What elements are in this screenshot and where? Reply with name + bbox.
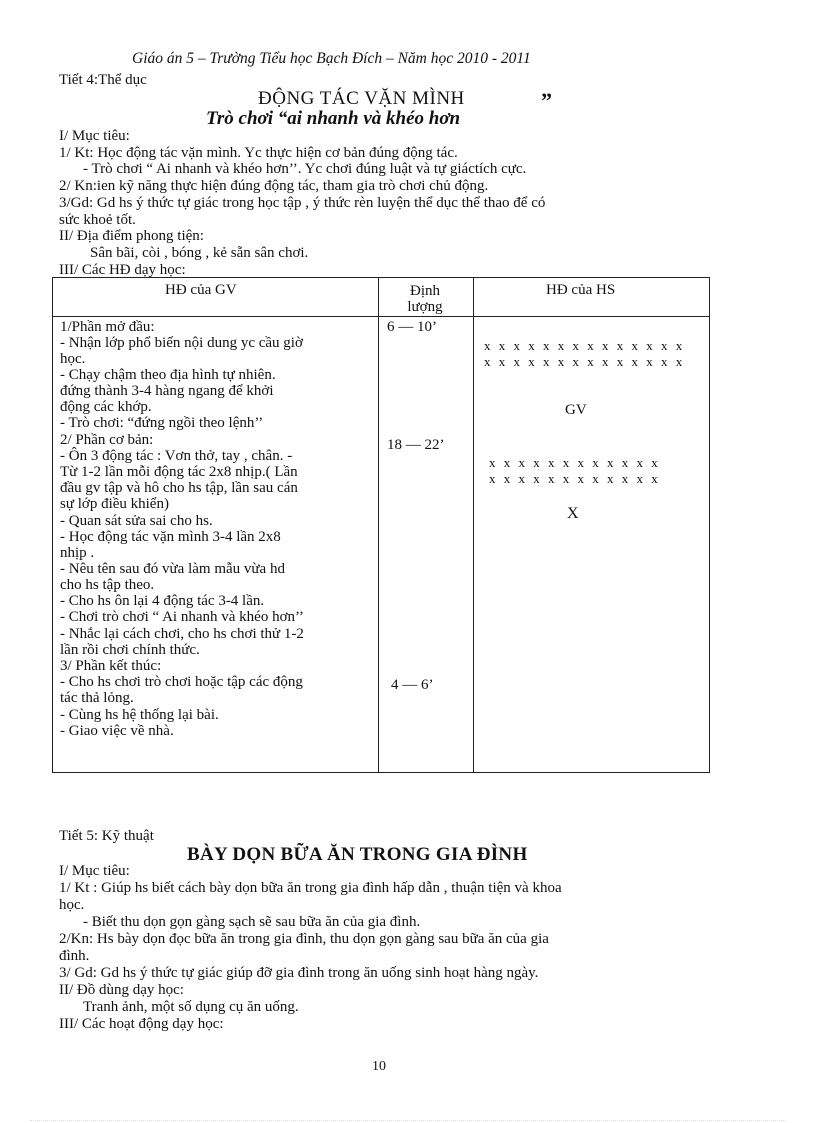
text-line: học. <box>59 897 85 913</box>
text-line: Tranh ảnh, một số dụng cụ ăn uống. <box>83 999 299 1015</box>
page-number: 10 <box>372 1059 386 1074</box>
table-line: cho hs tập theo. <box>60 577 155 593</box>
table-line: đầu gv tập và hô cho hs tập, lần sau cán <box>60 480 298 496</box>
header-hs: HĐ của HS <box>474 278 710 317</box>
table-line: động các khớp. <box>60 399 152 415</box>
text-line: Sân bãi, còi , bóng , kẻ sẵn sân chơi. <box>90 245 309 261</box>
text-line: III/ Các HĐ dạy học: <box>59 262 186 278</box>
table-line: tác thả lỏng. <box>60 690 134 706</box>
gv-activities-cell <box>53 317 379 773</box>
lesson2-period: Tiết 5: Kỹ thuật <box>59 828 154 844</box>
table-line: Từ 1-2 lần mỗi động tác 2x8 nhịp.( Lần <box>60 464 298 480</box>
duration-value: 6 — 10’ <box>387 319 437 335</box>
table-line: học. <box>60 351 86 367</box>
formation-row: x x x x x x x x x x x x <box>489 471 661 486</box>
text-line: 1/ Kt : Giúp hs biết cách bày dọn bữa ăn trong gia đình hấp dẫn , thuận tiện và khoa <box>59 880 562 896</box>
table-line: đứng thành 3-4 hàng ngang để khởi <box>60 383 274 399</box>
header-dinh-luong: Định lượng <box>379 278 474 317</box>
table-line: - Cho hs ôn lại 4 động tác 3-4 lần. <box>60 593 265 609</box>
lesson1-title: ĐỘNG TÁC VẶN MÌNH <box>258 88 465 109</box>
table-line: - Giao việc về nhà. <box>60 723 174 739</box>
table-line: 2/ Phần cơ bản: <box>60 432 154 448</box>
teacher-position: GV <box>565 402 587 418</box>
text-line: - Trò chơi “ Ai nhanh và khéo hơn’’. Yc chơi đúng luật và tự giáctích cực. <box>83 161 527 177</box>
text-line: I/ Mục tiêu: <box>59 128 130 144</box>
table-line: 3/ Phần kết thúc: <box>60 658 162 674</box>
formation-row: x x x x x x x x x x x x x x <box>484 354 685 369</box>
text-line: 2/Kn: Hs bày dọn đọc bữa ăn trong gia đình, thu dọn gọn gàng sau bữa ăn của gia <box>59 931 549 947</box>
table-body-row <box>53 317 710 773</box>
dinh-luong-cell <box>379 317 474 773</box>
text-line: - Biết thu dọn gọn gàng sạch sẽ sau bữa ăn của gia đình. <box>83 914 421 930</box>
table-line: - Cho hs chơi trò chơi hoặc tập các động <box>60 674 303 690</box>
hs-activities-cell <box>474 317 710 773</box>
text-line: II/ Đồ dùng dạy học: <box>59 982 184 998</box>
page-bottom-divider <box>30 1120 786 1121</box>
table-line: - Chơi trò chơi “ Ai nhanh và khéo hơn’’ <box>60 609 304 625</box>
leader-position: X <box>567 505 579 522</box>
table-header-row <box>53 278 710 317</box>
text-line: 1/ Kt: Học động tác vặn mình. Yc thực hiện cơ bản đúng động tác. <box>59 145 458 161</box>
table-line: - Nhắc lại cách chơi, cho hs chơi thử 1-2 <box>60 626 304 642</box>
table-line: - Học động tác vặn mình 3-4 lần 2x8 <box>60 529 281 545</box>
text-line: I/ Mục tiêu: <box>59 863 130 879</box>
duration-value: 18 — 22’ <box>387 437 445 453</box>
table-line: - Chạy chậm theo địa hình tự nhiên. <box>60 367 276 383</box>
text-line: II/ Địa điểm phong tiện: <box>59 228 204 244</box>
lesson1-closing-quote: ” <box>541 88 552 113</box>
lesson2-title: BÀY DỌN BỮA ĂN TRONG GIA ĐÌNH <box>187 844 528 865</box>
text-line: 2/ Kn:ien kỹ năng thực hiện đúng động tác, tham gia trò chơi chủ động. <box>59 178 489 194</box>
table-line: 1/Phần mở đầu: <box>60 319 155 335</box>
table-line: - Nêu tên sau đó vừa làm mẫu vừa hd <box>60 561 285 577</box>
formation-row: x x x x x x x x x x x x <box>489 455 661 470</box>
text-line: 3/Gd: Gd hs ý thức tự giác trong học tập , ý thức rèn luyện thể dục thể thao để có <box>59 195 546 211</box>
text-line: sức khoẻ tốt. <box>59 212 136 228</box>
page-header: Giáo án 5 – Trường Tiểu học Bạch Đích – Năm học 2010 - 2011 <box>132 50 531 67</box>
table-line: lần rồi chơi chính thức. <box>60 642 200 658</box>
header-gv: HĐ của GV <box>53 278 379 317</box>
formation-row: x x x x x x x x x x x x x x <box>484 338 685 353</box>
activity-table <box>52 277 710 773</box>
text-line: III/ Các hoạt động dạy học: <box>59 1016 224 1032</box>
lesson1-period: Tiết 4:Thể dục <box>59 72 147 88</box>
table-line: - Cùng hs hệ thống lại bài. <box>60 707 219 723</box>
text-line: đình. <box>59 948 90 964</box>
table-line: sự lớp điều khiển) <box>60 496 169 512</box>
table-line: - Quan sát sửa sai cho hs. <box>60 513 213 529</box>
table-line: - Trò chơi: “đứng ngồi theo lệnh’’ <box>60 415 264 431</box>
text-line: 3/ Gd: Gd hs ý thức tự giác giúp đỡ gia đình trong ăn uống sinh hoạt hàng ngày. <box>59 965 539 981</box>
table-line: - Ôn 3 động tác : Vơn thở, tay , chân. - <box>60 448 293 464</box>
lesson1-subtitle: Trò chơi “ai nhanh và khéo hơn <box>206 108 461 129</box>
table-line: - Nhận lớp phổ biến nội dung yc cầu giờ <box>60 335 303 351</box>
table-line: nhịp . <box>60 545 95 561</box>
duration-value: 4 — 6’ <box>391 677 434 693</box>
